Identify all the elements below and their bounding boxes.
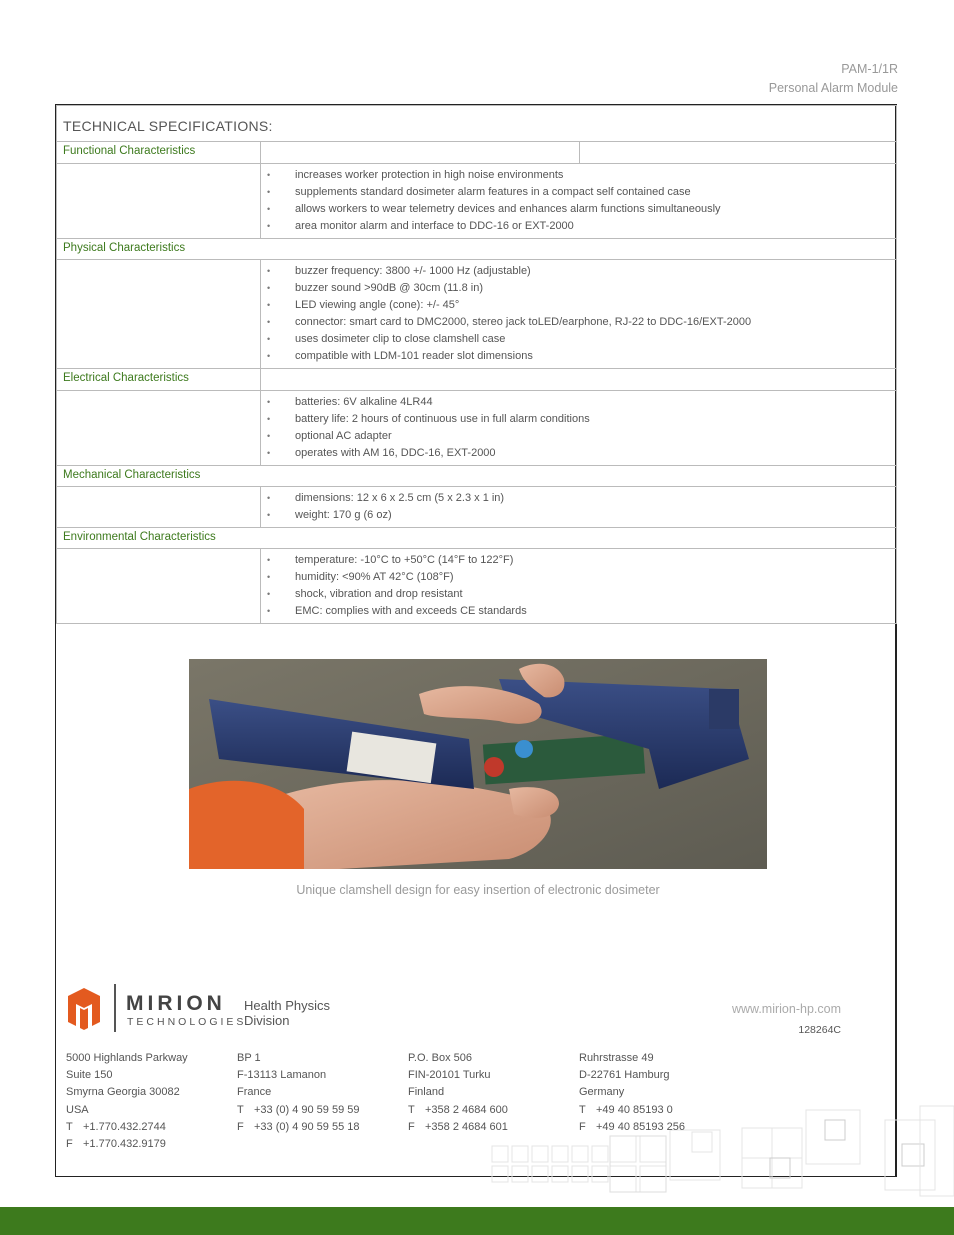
address-line: Ruhrstrasse 49 xyxy=(579,1052,654,1064)
section-label-environmental: Environmental Characteristics xyxy=(57,528,897,549)
fax-line xyxy=(579,1119,685,1136)
address-line: 5000 Highlands Parkway xyxy=(66,1052,188,1064)
document-code: 128264C xyxy=(798,1024,841,1036)
mirion-logo xyxy=(66,984,336,1034)
list-item: • batteries: 6V alkaline 4LR44 xyxy=(261,394,896,411)
phone-key: T xyxy=(408,1103,415,1116)
division-line1: Health Physics xyxy=(244,998,330,1013)
fax-number: +49 40 85193 256 xyxy=(596,1120,686,1133)
section-items-functional xyxy=(261,164,897,239)
section-label-mechanical: Mechanical Characteristics xyxy=(57,466,897,487)
footer-green-band xyxy=(0,1207,954,1235)
specifications-title: TECHNICAL SPECIFICATIONS: xyxy=(57,106,897,142)
fax-number: +33 (0) 4 90 59 55 18 xyxy=(254,1120,360,1133)
office-usa xyxy=(66,1050,188,1153)
address-line: France xyxy=(237,1086,272,1099)
list-item: • shock, vibration and drop resistant xyxy=(261,586,896,603)
office-finland xyxy=(408,1050,508,1136)
fax-line xyxy=(237,1119,360,1136)
fax-key: F xyxy=(237,1120,244,1133)
list-item: • operates with AM 16, DDC-16, EXT-2000 xyxy=(261,445,896,462)
fax-key: F xyxy=(579,1120,586,1133)
fax-line xyxy=(408,1119,508,1136)
list-item: • dimensions: 12 x 6 x 2.5 cm (5 x 2.3 x 1 in) xyxy=(261,490,896,507)
section-items-mechanical xyxy=(261,487,897,528)
product-name: Personal Alarm Module xyxy=(768,81,898,95)
list-item: • battery life: 2 hours of continuous use in full alarm conditions xyxy=(261,411,896,428)
phone-line xyxy=(579,1102,685,1119)
photo-caption: Unique clamshell design for easy insertion of electronic dosimeter xyxy=(296,883,660,897)
specifications-table xyxy=(56,105,897,624)
phone-line xyxy=(408,1102,508,1119)
address-line: FIN-20101 Turku xyxy=(408,1069,491,1082)
product-model: PAM-1/1R xyxy=(841,62,898,76)
list-item: • buzzer frequency: 3800 +/- 1000 Hz (adjustable) xyxy=(261,263,896,280)
address-line: Finland xyxy=(408,1086,445,1099)
fax-key: F xyxy=(66,1138,73,1151)
section-label-physical: Physical Characteristics xyxy=(57,239,897,260)
phone-line xyxy=(237,1102,360,1119)
list-item: • optional AC adapter xyxy=(261,428,896,445)
list-item: • connector: smart card to DMC2000, stereo jack toLED/earphone, RJ-22 to DDC-16/EXT-2000 xyxy=(261,314,896,331)
office-france xyxy=(237,1050,360,1136)
phone-number: +49 40 85193 0 xyxy=(596,1103,673,1116)
list-item: • buzzer sound >90dB @ 30cm (11.8 in) xyxy=(261,280,896,297)
address-line: BP 1 xyxy=(237,1052,261,1064)
office-germany xyxy=(579,1050,685,1136)
address-line: P.O. Box 506 xyxy=(408,1052,473,1064)
address-line: F-13113 Lamanon xyxy=(237,1069,327,1082)
phone-key: T xyxy=(237,1103,244,1116)
list-item: • temperature: -10°C to +50°C (14°F to 122°F) xyxy=(261,552,896,569)
phone-key: T xyxy=(579,1103,586,1116)
address-line: USA xyxy=(66,1103,89,1116)
website-url: www.mirion-hp.com xyxy=(731,1002,841,1016)
list-item: • LED viewing angle (cone): +/- 45° xyxy=(261,297,896,314)
list-item: • increases worker protection in high noise environments xyxy=(261,167,896,184)
section-items-physical xyxy=(261,260,897,369)
decorative-grid-pattern xyxy=(480,1100,954,1210)
fax-key: F xyxy=(408,1120,415,1133)
phone-number: +1.770.432.2744 xyxy=(83,1120,166,1133)
section-label-electrical: Electrical Characteristics xyxy=(57,369,261,391)
section-label-functional: Functional Characteristics xyxy=(57,142,261,164)
address-line: Smyrna Georgia 30082 xyxy=(66,1086,180,1099)
list-item: • humidity: <90% AT 42°C (108°F) xyxy=(261,569,896,586)
section-items-electrical xyxy=(261,391,897,466)
list-item: • compatible with LDM-101 reader slot dimensions xyxy=(261,348,896,365)
list-item: • weight: 170 g (6 oz) xyxy=(261,507,896,524)
list-item: • uses dosimeter clip to close clamshell case xyxy=(261,331,896,348)
fax-number: +1.770.432.9179 xyxy=(83,1138,166,1151)
clamshell-photo-illustration xyxy=(189,659,767,869)
list-item: • supplements standard dosimeter alarm features in a compact self contained case xyxy=(261,184,896,201)
logo-sub: TECHNOLOGIES xyxy=(127,1016,247,1028)
phone-line xyxy=(66,1119,188,1136)
address-line: D-22761 Hamburg xyxy=(579,1069,670,1082)
phone-number: +33 (0) 4 90 59 59 59 xyxy=(254,1103,360,1116)
logo-brand: MIRION xyxy=(126,992,226,1015)
list-item: • EMC: complies with and exceeds CE standards xyxy=(261,603,896,620)
division-line2: Division xyxy=(244,1013,290,1028)
product-photo xyxy=(189,659,767,869)
fax-line xyxy=(66,1136,188,1153)
section-items-environmental xyxy=(261,549,897,624)
mirion-logo-mark xyxy=(66,984,336,1034)
list-item: • allows workers to wear telemetry devices and enhances alarm functions simultaneously xyxy=(261,201,896,218)
phone-number: +358 2 4684 600 xyxy=(425,1103,508,1116)
list-item: • area monitor alarm and interface to DDC-16 or EXT-2000 xyxy=(261,218,896,235)
address-line: Suite 150 xyxy=(66,1069,113,1082)
phone-key: T xyxy=(66,1120,73,1133)
fax-number: +358 2 4684 601 xyxy=(425,1120,508,1133)
document-header xyxy=(769,60,898,98)
address-line: Germany xyxy=(579,1086,625,1099)
